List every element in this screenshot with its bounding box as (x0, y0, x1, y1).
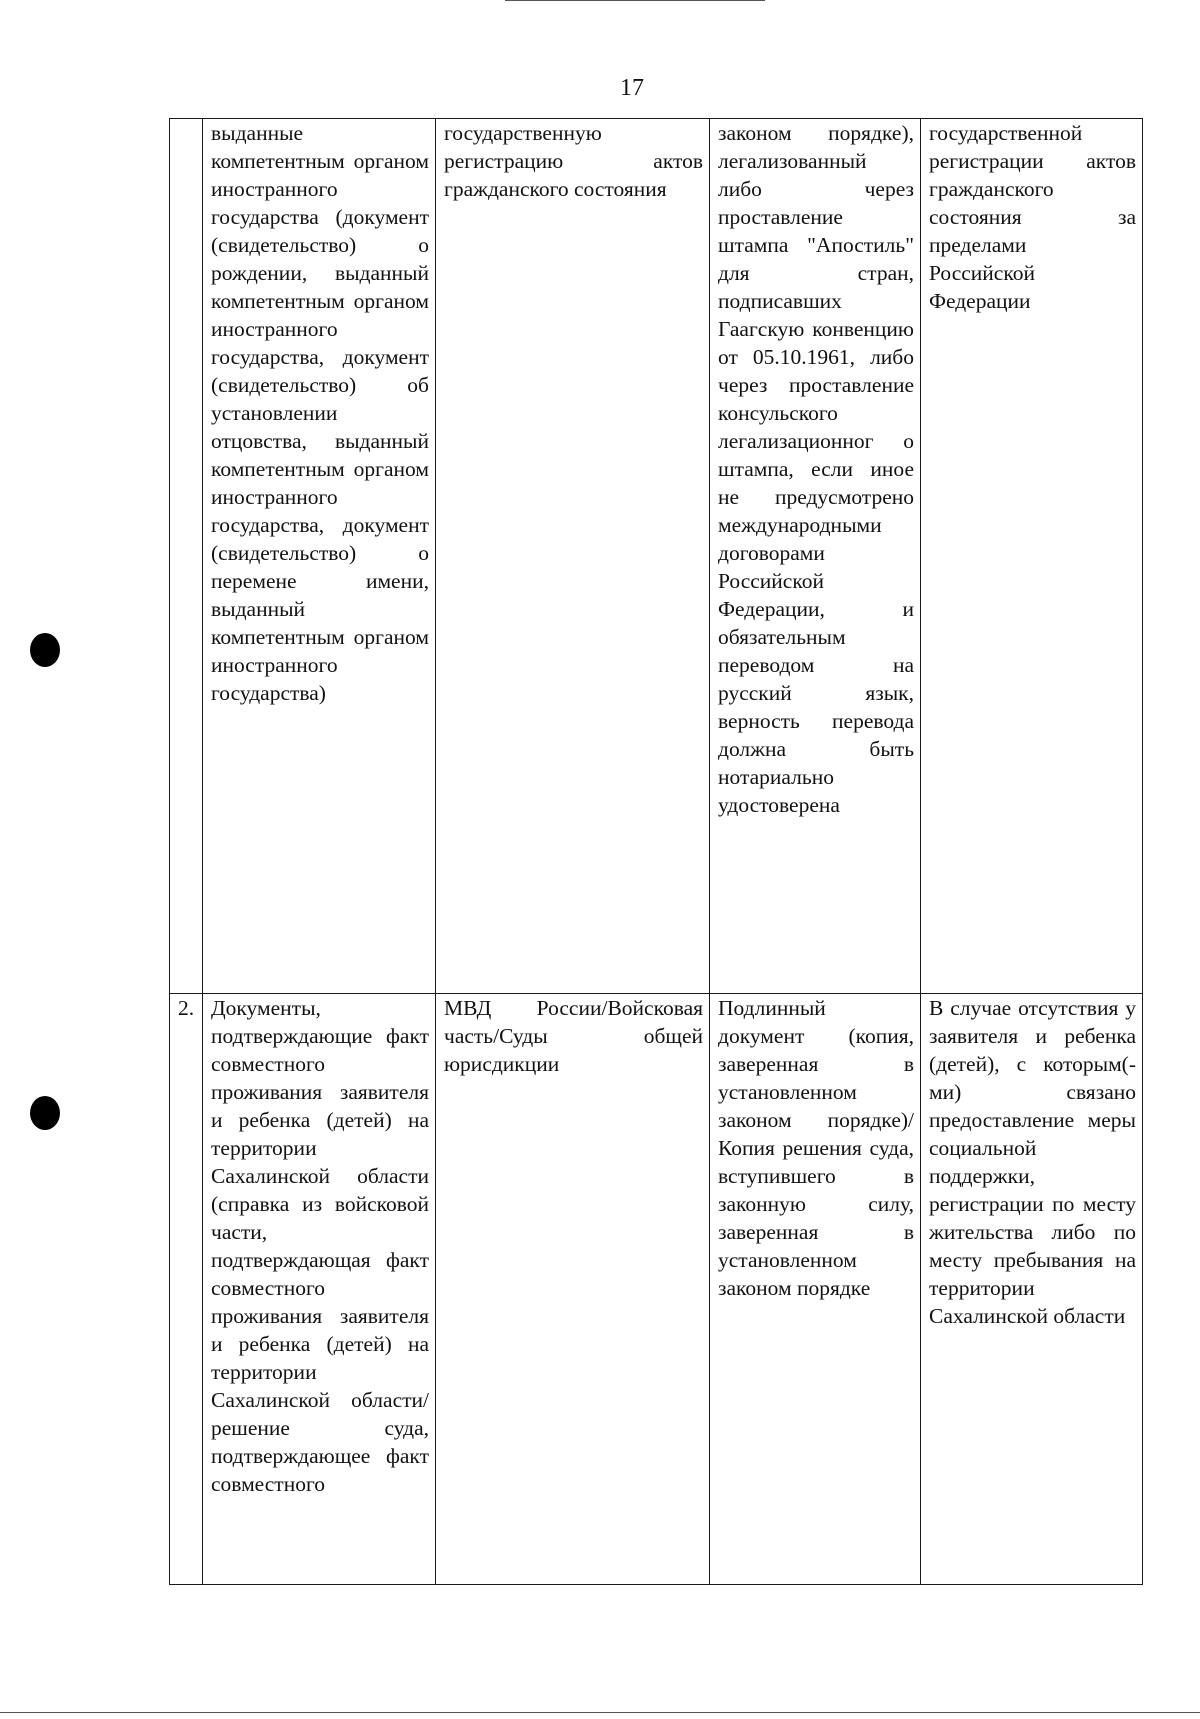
document-table (169, 118, 1143, 1585)
row-number-cell (170, 994, 203, 1585)
issuing-authority-cell (436, 119, 710, 994)
bottom-edge-line (0, 1712, 1200, 1713)
condition-text: В случае отсутствия у заявителя и ребенка (детей), с которым(-ми) связано предоставление меры социальной поддержки, регистрации по месту жительства либо по месту пребывания на территории Сахалинской области (929, 996, 1136, 1328)
page-number: 17 (620, 75, 644, 101)
condition-cell (921, 119, 1143, 994)
table-row (170, 119, 1143, 994)
document-name-cell (203, 994, 436, 1585)
document-name-cell (203, 119, 436, 994)
punch-hole (30, 1096, 60, 1130)
document-form-cell (710, 119, 921, 994)
row-number-cell (170, 119, 203, 994)
document-name-text: Документы, подтверждающие факт совместного проживания заявителя и ребенка (детей) на территории Сахалинской области (справка из войсковой части, подтверждающая факт совместного проживания заявителя и ребенка (детей) на территории Сахалинской области/решение суда, подтверждающее факт совместного (211, 996, 429, 1496)
punch-hole (30, 633, 60, 667)
document-form-text: законом порядке), легализованный либо через проставление штампа "Апостиль" для стран, подписавших Гаагскую конвенцию от 05.10.1961, либо через проставление консульского легализационног о штампа, если иное не предусмотрено международными договорами Российской Федерации, и обязательным переводом на русский язык, верность перевода должна быть нотариально удостоверена (718, 121, 914, 817)
document-form-cell (710, 994, 921, 1585)
issuing-authority-text: МВД России/Войсковая часть/Суды общей юрисдикции (444, 996, 703, 1076)
table-row (170, 994, 1143, 1585)
condition-text: государственной регистрации актов гражданского состояния за пределами Российской Федерации (929, 121, 1136, 313)
row-number: 2. (177, 996, 195, 1020)
condition-cell (921, 994, 1143, 1585)
document-form-text: Подлинный документ (копия, заверенная в установленном законом порядке)/Копия решения суда, вступившего в законную силу, заверенная в установленном законом порядке (718, 996, 914, 1300)
issuing-authority-cell (436, 994, 710, 1585)
top-edge-line (505, 0, 765, 1)
document-name-text: выданные компетентным органом иностранного государства (документ (свидетельство) о рождении, выданный компетентным органом иностранного государства, документ (свидетельство) об установлении отцовства, выданный компетентным органом иностранного государства, документ (свидетельство) о перемене имени, выданный компетентным органом иностранного государства) (211, 121, 429, 705)
issuing-authority-text: государственную регистрацию актов гражданского состояния (444, 121, 703, 201)
